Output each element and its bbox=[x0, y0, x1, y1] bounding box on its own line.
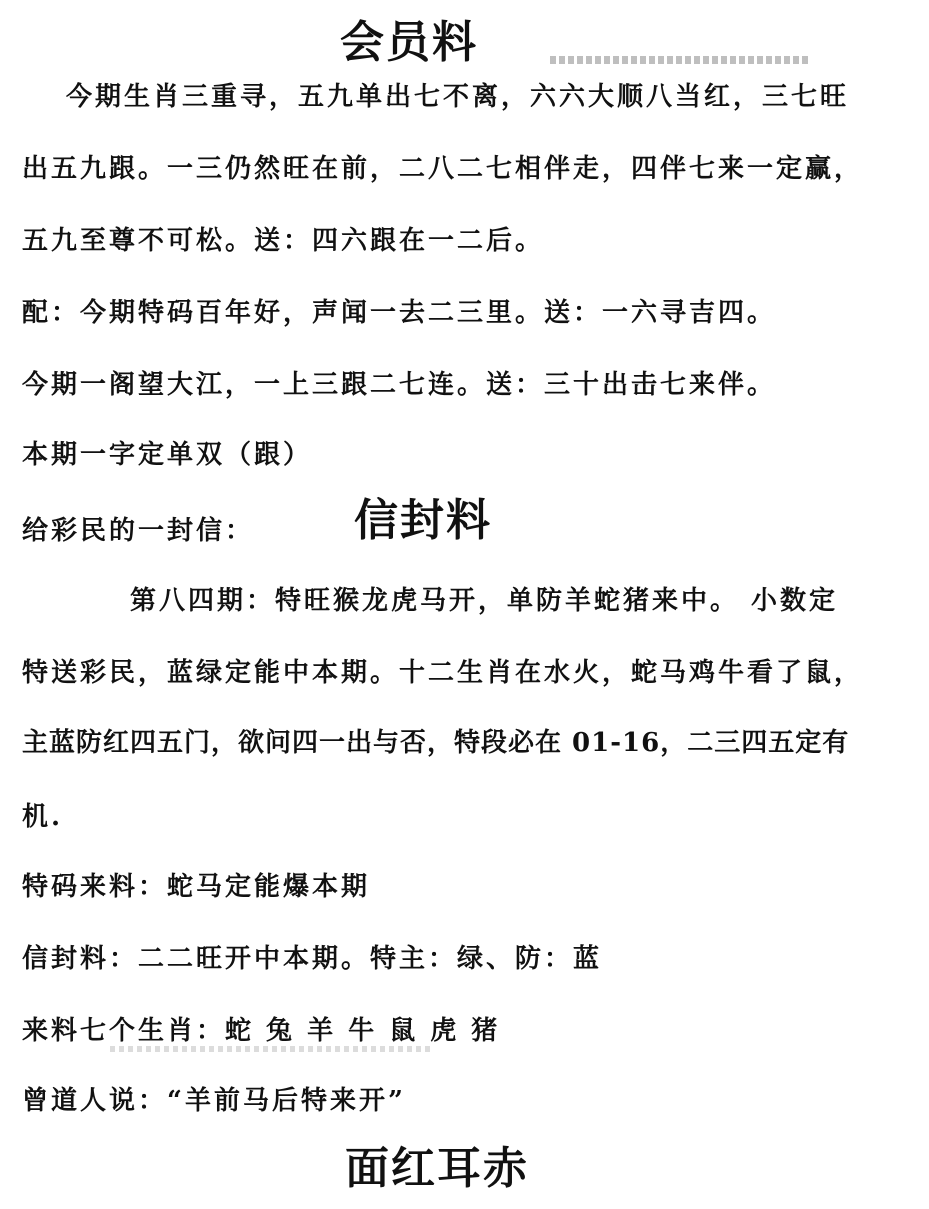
text-line-6: 本期一字定单双（跟） bbox=[22, 440, 313, 470]
envelope-heading: 信封料 bbox=[354, 495, 492, 546]
text-line-8: 第八四期：特旺猴龙虎马开，单防羊蛇猪来中。 小数定 bbox=[130, 586, 839, 616]
text-line-5: 今期一阁望大江，一上三跟二七连。送：三十出击七来伴。 bbox=[22, 370, 777, 400]
text-line-12: 特码来料：蛇马定能爆本期 bbox=[22, 872, 371, 902]
text-line-4: 配：今期特码百年好，声闻一去二三里。送：一六寻吉四。 bbox=[22, 298, 777, 328]
footer-heading: 面红耳赤 bbox=[345, 1143, 529, 1194]
text-line-15: 曾道人说：“羊前马后特来开” bbox=[22, 1086, 406, 1116]
text-line-7: 给彩民的一封信： bbox=[22, 516, 255, 546]
faint-scan-text bbox=[550, 56, 810, 64]
text-line-2: 出五九跟。一三仍然旺在前，二八二七相伴走，四伴七来一定赢， bbox=[22, 154, 864, 184]
text-line-9: 特送彩民，蓝绿定能中本期。十二生肖在水火，蛇马鸡牛看了鼠， bbox=[22, 658, 864, 688]
text-line-3: 五九至尊不可松。送：四六跟在一二后。 bbox=[22, 226, 545, 256]
member-heading: 会员料 bbox=[340, 17, 478, 68]
text-line-14: 来料七个生肖：蛇 兔 羊 牛 鼠 虎 猪 bbox=[22, 1016, 501, 1046]
text-line-13: 信封料：二二旺开中本期。特主：绿、防：蓝 bbox=[22, 944, 603, 974]
text-line-10: 主蓝防红四五门，欲问四一出与否，特段必在 01-16，二三四五定有 bbox=[22, 728, 850, 758]
text-line-1: 今期生肖三重寻，五九单出七不离，六六大顺八当红，三七旺 bbox=[66, 82, 850, 112]
faint-scan-mark bbox=[110, 1046, 430, 1052]
text-line-11: 机. bbox=[22, 802, 64, 832]
